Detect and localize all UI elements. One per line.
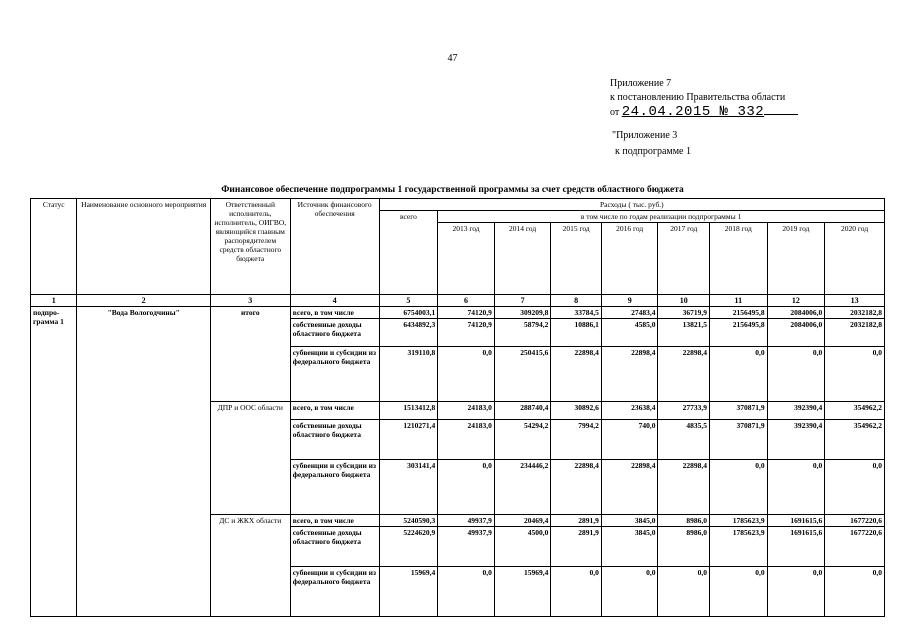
value-cell: 0,0 [825,460,885,515]
executor-cell: ДПР и ООС области [210,402,290,515]
value-cell: 22898,4 [658,460,710,515]
value-cell: 1785623,9 [710,527,768,567]
value-cell: 0,0 [767,347,825,402]
value-cell: 2891,9 [551,515,602,527]
value-cell: 740,0 [601,420,658,460]
source-cell: собственные доходы областного бюджета [290,527,379,567]
header-total: всего [379,211,438,295]
value-cell: 27483,4 [601,307,658,319]
page-number: 47 [447,53,458,64]
value-cell: 15969,4 [379,567,438,617]
executor-cell: ДС и ЖКХ области [210,515,290,617]
source-cell: всего, в том числе [290,307,379,319]
value-cell: 250415,6 [494,347,551,402]
source-cell: собственные доходы областного бюджета [290,420,379,460]
value-cell: 22898,4 [551,460,602,515]
value-cell: 2891,9 [551,527,602,567]
header-expenses: Расходы ( тыс. руб.) [379,199,884,211]
value-cell: 1691615,6 [767,515,825,527]
column-number: 10 [658,295,710,307]
header-year: 2017 год [658,223,710,295]
value-cell: 2084006,0 [767,319,825,347]
value-cell: 36719,9 [658,307,710,319]
value-cell: 24183,0 [438,420,495,460]
value-cell: 33784,5 [551,307,602,319]
measure-name-cell: "Вода Вологодчины" [77,307,210,617]
value-cell: 0,0 [438,460,495,515]
value-cell: 0,0 [825,347,885,402]
value-cell: 0,0 [438,567,495,617]
value-cell: 0,0 [710,567,768,617]
value-cell: 0,0 [767,567,825,617]
column-number: 9 [601,295,658,307]
column-number: 3 [210,295,290,307]
value-cell: 8986,0 [658,527,710,567]
header-year: 2020 год [825,223,885,295]
column-number: 4 [290,295,379,307]
column-number: 1 [31,295,77,307]
table-row [31,307,885,319]
header-by-years: в том числе по годам реализации подпрограммы 1 [438,211,885,223]
value-cell: 22898,4 [551,347,602,402]
value-cell: 1691615,6 [767,527,825,567]
source-cell: собственные доходы областного бюджета [290,319,379,347]
value-cell: 49937,9 [438,515,495,527]
appendix-sub-line-1: "Приложение 3 [612,130,678,141]
value-cell: 2032182,8 [825,307,885,319]
value-cell: 1210271,4 [379,420,438,460]
value-cell: 2084006,0 [767,307,825,319]
column-number: 11 [710,295,768,307]
appendix-sub-header [612,128,691,160]
source-cell: всего, в том числе [290,402,379,420]
value-cell: 4835,5 [658,420,710,460]
appendix-sub-line-2: к подпрограмме 1 [615,146,691,157]
value-cell: 1677220,6 [825,515,885,527]
value-cell: 0,0 [601,567,658,617]
value-cell: 24183,0 [438,402,495,420]
value-cell: 5224620,9 [379,527,438,567]
value-cell: 2032182,8 [825,319,885,347]
value-cell: 370871,9 [710,402,768,420]
value-cell: 13821,5 [658,319,710,347]
header-executor: Ответственный исполнитель, исполнитель, ОИГВО, являющийся главным распорядителем средств областного бюджета [210,199,290,295]
value-cell: 22898,4 [601,460,658,515]
column-number: 8 [551,295,602,307]
value-cell: 22898,4 [658,347,710,402]
value-cell: 74120,9 [438,307,495,319]
value-cell: 22898,4 [601,347,658,402]
value-cell: 288740,4 [494,402,551,420]
value-cell: 2156495,8 [710,307,768,319]
resolution-date: 24.04.2015 № 332 [622,104,798,120]
value-cell: 319110,8 [379,347,438,402]
status-cell: подпро-грамма 1 [31,307,77,617]
value-cell: 234446,2 [494,460,551,515]
document-title: Финансовое обеспечение подпрограммы 1 государственной программы за счет средств областного бюджета [221,185,684,195]
value-cell: 74120,9 [438,319,495,347]
value-cell: 1677220,6 [825,527,885,567]
value-cell: 392390,4 [767,402,825,420]
source-cell: субвенции и субсидии из федерального бюджета [290,567,379,617]
finance-table [30,198,885,617]
column-number: 7 [494,295,551,307]
value-cell: 0,0 [438,347,495,402]
column-number: 13 [825,295,885,307]
value-cell: 303141,4 [379,460,438,515]
appendix-date-line [610,105,798,120]
value-cell: 2156495,8 [710,319,768,347]
header-year: 2014 год [494,223,551,295]
value-cell: 4585,0 [601,319,658,347]
value-cell: 0,0 [551,567,602,617]
value-cell: 8986,0 [658,515,710,527]
value-cell: 10886,1 [551,319,602,347]
header-year: 2015 год [551,223,602,295]
value-cell: 15969,4 [494,567,551,617]
value-cell: 23638,4 [601,402,658,420]
value-cell: 58794,2 [494,319,551,347]
appendix-header [610,77,798,120]
value-cell: 354962,2 [825,420,885,460]
source-cell: субвенции и субсидии из федерального бюджета [290,347,379,402]
value-cell: 0,0 [710,347,768,402]
column-number: 12 [767,295,825,307]
value-cell: 0,0 [767,460,825,515]
header-year: 2018 год [710,223,768,295]
value-cell: 370871,9 [710,420,768,460]
column-number: 2 [77,295,210,307]
value-cell: 6754003,1 [379,307,438,319]
value-cell: 54294,2 [494,420,551,460]
appendix-line-2: к постановлению Правительства области [610,92,786,103]
header-year: 2019 год [767,223,825,295]
source-cell: субвенции и субсидии из федерального бюджета [290,460,379,515]
header-measure-name: Наименование основного мероприятия [77,199,210,295]
value-cell: 309209,8 [494,307,551,319]
value-cell: 392390,4 [767,420,825,460]
value-cell: 0,0 [825,567,885,617]
value-cell: 4500,0 [494,527,551,567]
value-cell: 3845,0 [601,527,658,567]
date-prefix: от [610,107,620,118]
value-cell: 0,0 [658,567,710,617]
header-year: 2013 год [438,223,495,295]
value-cell: 1785623,9 [710,515,768,527]
value-cell: 1513412,8 [379,402,438,420]
value-cell: 49937,9 [438,527,495,567]
value-cell: 0,0 [710,460,768,515]
value-cell: 5240590,3 [379,515,438,527]
value-cell: 3845,0 [601,515,658,527]
value-cell: 7994,2 [551,420,602,460]
value-cell: 354962,2 [825,402,885,420]
value-cell: 20469,4 [494,515,551,527]
executor-cell: итого [210,307,290,402]
value-cell: 6434892,3 [379,319,438,347]
source-cell: всего, в том числе [290,515,379,527]
column-number: 6 [438,295,495,307]
value-cell: 27733,9 [658,402,710,420]
header-status: Статус [31,199,77,295]
column-number: 5 [379,295,438,307]
appendix-line-1: Приложение 7 [610,78,672,89]
header-source: Источник финансового обеспечения [290,199,379,295]
header-year: 2016 год [601,223,658,295]
value-cell: 30892,6 [551,402,602,420]
